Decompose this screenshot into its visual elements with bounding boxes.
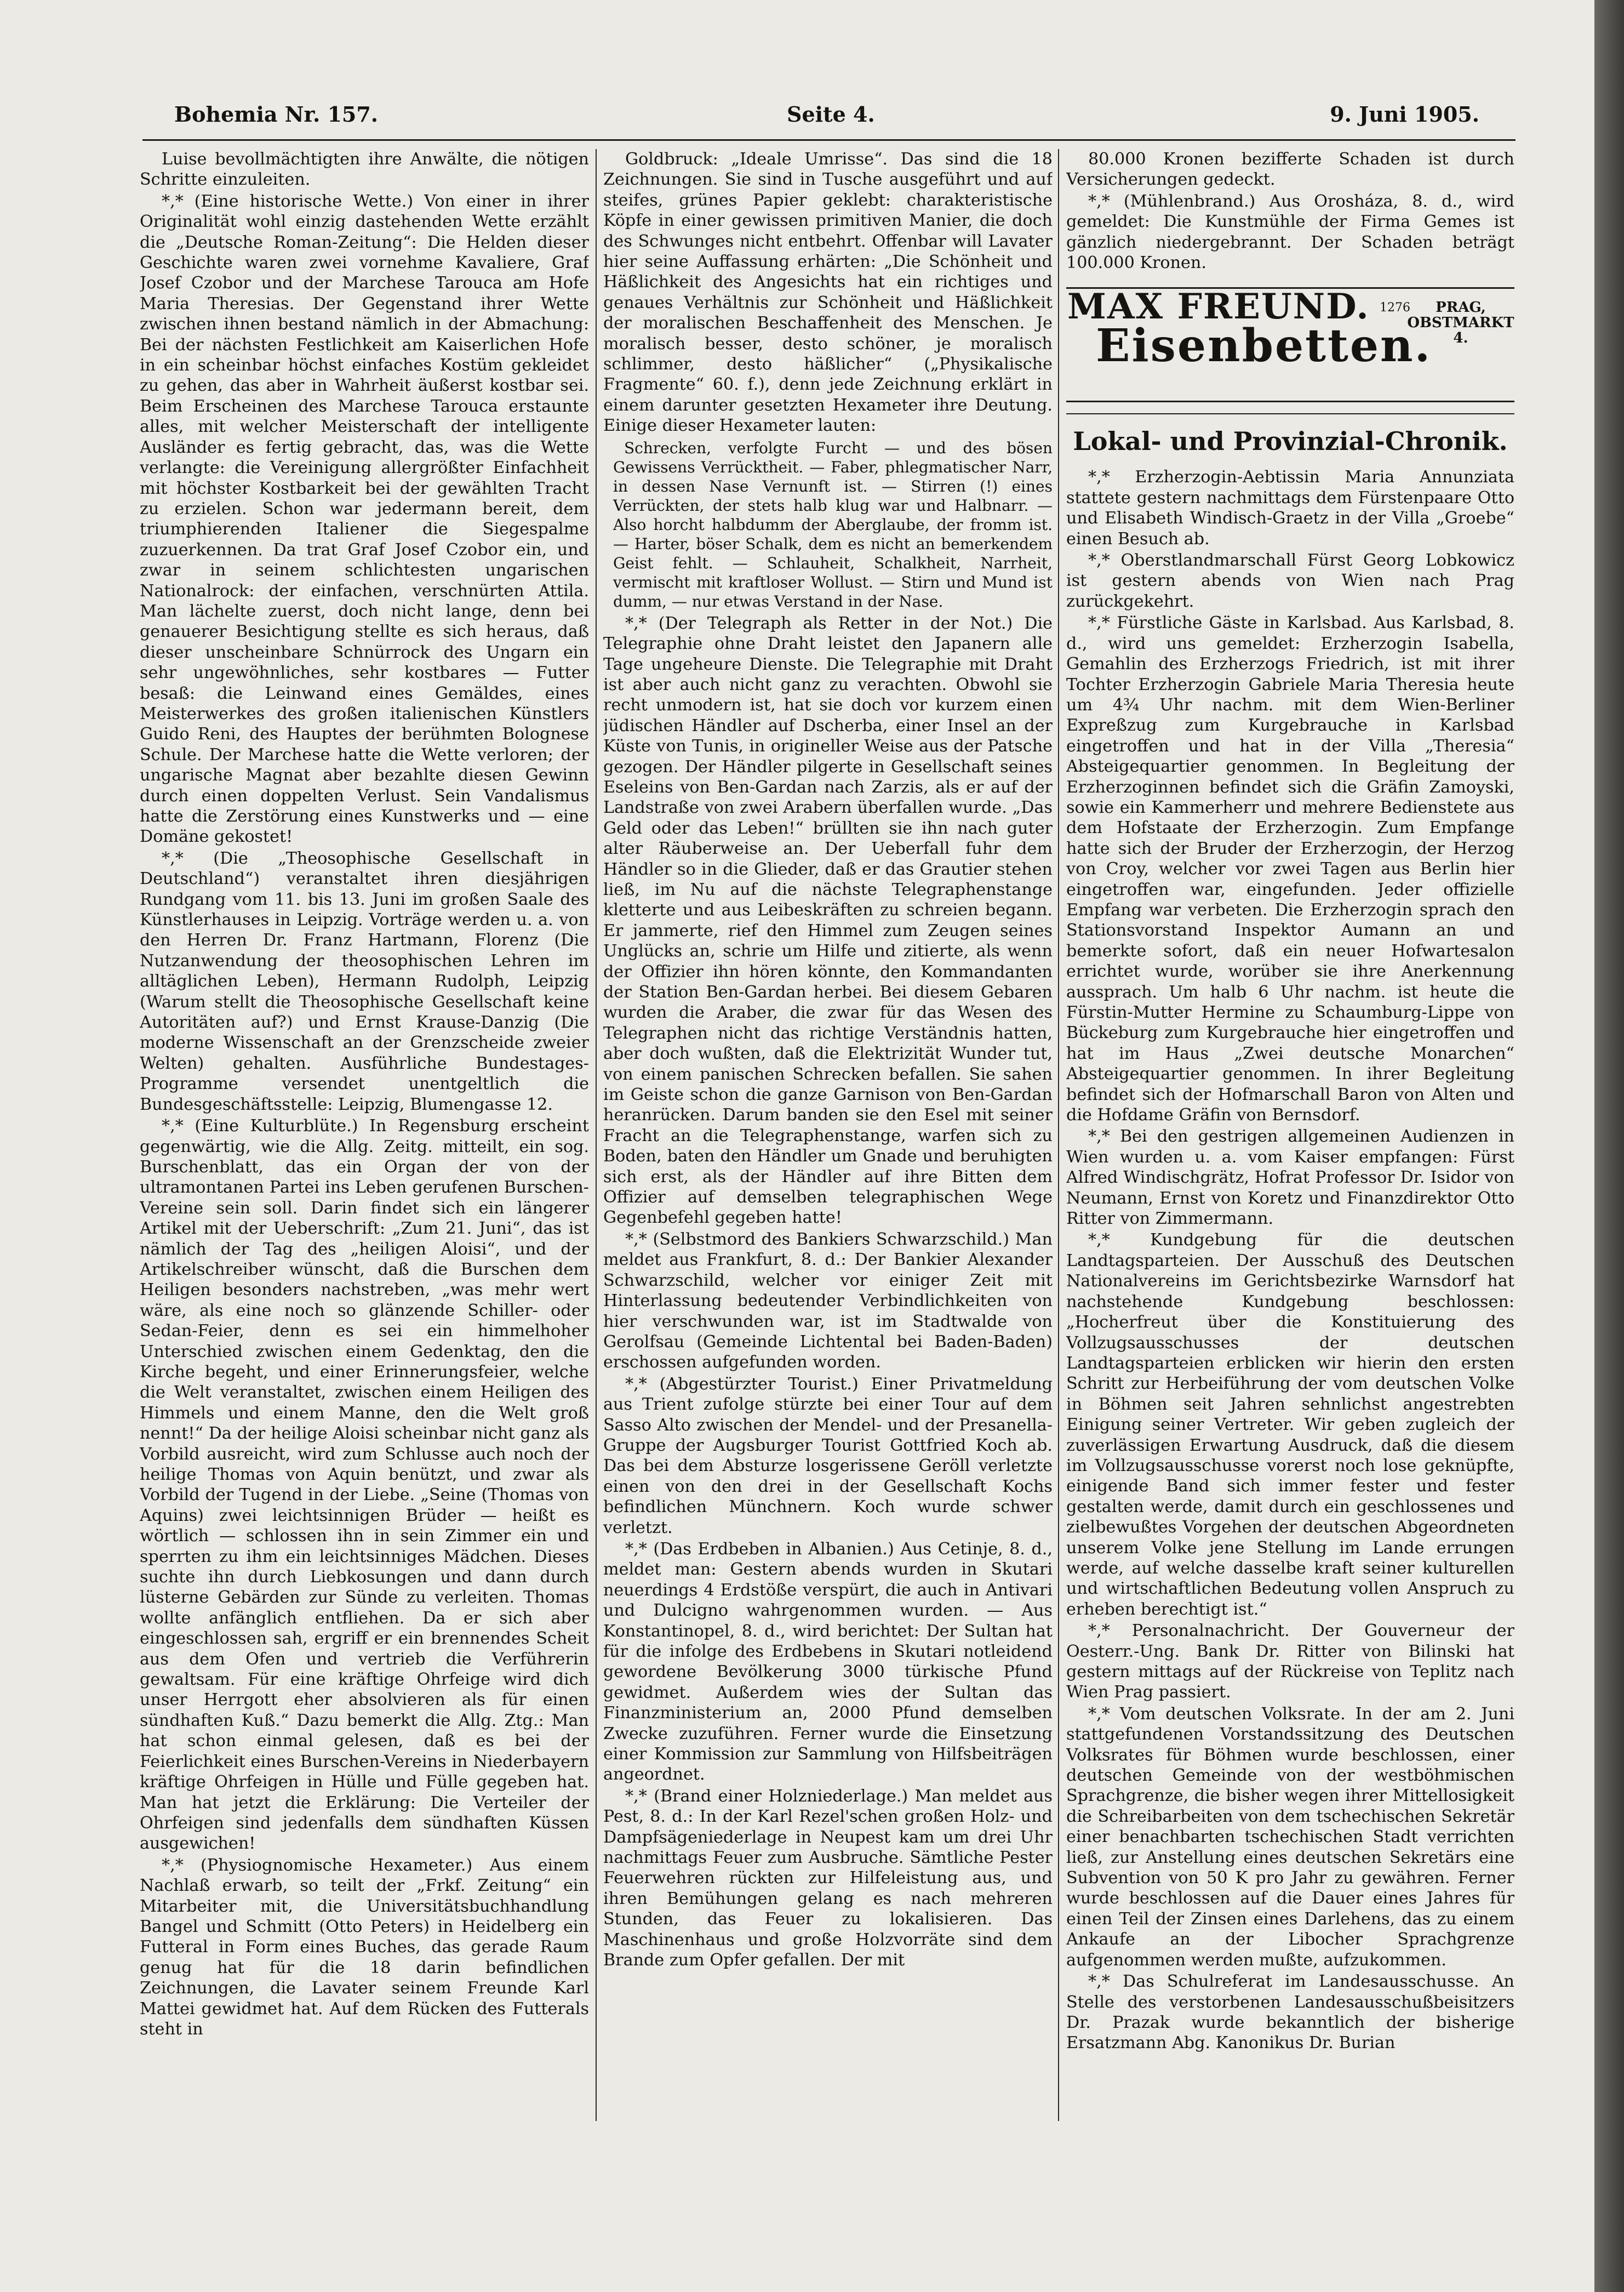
article-paragraph: *,* Vom deutschen Volksrate. In der am 2. Juni stattgefundenen Vorstandssitzung des Deutschen Volksrates für Böhmen wurde beschlossen, einer deutschen Gemeinde von der westböhmischen Sprachgrenze, die bisher wegen ihrer Mittellosigkeit die Schreibarbeiten von dem tschechischen Sekretär einer benachbarten tschechischen Stadt verrichten ließ, zur Anstellung eines deutschen Sekretärs eine Subvention von 50 K pro Jahr zu gewähren. Ferner wurde beschlossen auf die Dauer eines Jahres für einen Teil der Zinsen eines Darlehens, das zu einem Ankaufe an der Libocher Sprachgrenze aufgenommen werden mußte, aufzukommen. [1066,1704,1514,1970]
column-2 [603,149,1053,2121]
article-paragraph: *,* (Physiognomische Hexameter.) Aus einem Nachlaß erwarb, so teilt der „Frkf. Zeitung“ ein Mitarbeiter mit, die Universitätsbuchhandlung Bangel und Schmitt (Otto Peters) in Heidelberg ein Futteral in Form eines Buches, das gerade Raum genug hat für die 18 darin befindlichen Zeichnungen, die Lavater seinem Freunde Karl Mattei gewidmet hat. Auf dem Rücken des Futterals steht in [140,1855,589,2039]
article-paragraph: *,* (Brand einer Holzniederlage.) Man meldet aus Pest, 8. d.: In der Karl Rezel'schen großen Holz- und Dampfsägeniederlage in Neupest kam um drei Uhr nachmittags Feuer zum Ausbruche. Sämtliche Pester Feuerwehren rückten zur Hilfeleistung aus, und ihren Bemühungen gelang es nach mehreren Stunden, das Feuer zu lokalisieren. Das Maschinenhaus und große Holzvorräte sind dem Brande zum Opfer gefallen. Der mit [603,1786,1053,1970]
article-paragraph: *,* Erzherzogin-Aebtissin Maria Annunziata stattete gestern nachmittags dem Fürstenpaare Otto und Elisabeth Windisch-Graetz in der Villa „Groebe“ einen Besuch ab. [1066,467,1514,549]
article-paragraph: *,* (Eine historische Wette.) Von einer in ihrer Originalität wohl einzig dastehenden Wette erzählt die „Deutsche Roman-Zeitung“: Die Helden dieser Geschichte waren zwei vornehme Kavaliere, Graf Josef Czobor und der Marchese Tarouca am Hofe Maria Theresias. Der Gegenstand ihrer Wette zwischen ihnen bestand nämlich in der Abmachung: Bei der nächsten Festlichkeit am Kaiserlichen Hofe in ein scheinbar höchst einfaches Kostüm gekleidet zu gehen, das aber in Wahrheit äußerst kostbar sei. Beim Erscheinen des Marchese Tarouca erstaunte alles, mit welcher Meisterschaft der intelligente Ausländer es fertig gebracht, das, was die Wette verlangte: die Vereinigung allergrößter Einfachheit mit höchster Kostbarkeit bei der gewählten Tracht zu erzielen. Schon war jedermann bereit, dem triumphierenden Italiener die Siegespalme zuzuerkennen. Da trat Graf Josef Czobor ein, und zwar in seinem schlichtesten ungarischen Nationalrock: der einfachen, verschnürten Attila. Man lächelte zuerst, doch nicht lange, denn bei genauerer Besichtigung stellte es sich heraus, daß dieser unscheinbare Schnürrock des Ungarn ein sehr ungewöhnliches, sehr kostbares — Futter besaß: die Leinwand eines Gemäldes, eines Meisterwerkes des großen italienischen Künstlers Guido Reni, des Hauptes der berühmten Bolognese Schule. Der Marchese hatte die Wette verloren; der ungarische Magnat aber bezahlte diesen Gewinn durch einen doppelten Verlust. Sein Vandalismus hatte die Zerstörung eines Kunstwerks und — eine Domäne gekostet! [140,191,589,847]
article-paragraph: Luise bevollmächtigten ihre Anwälte, die nötigen Schritte einzuleiten. [140,150,589,190]
article-paragraph: *,* (Der Telegraph als Retter in der Not.) Die Telegraphie ohne Draht leistet den Japanern alle Tage ungeheure Dienste. Die Telegraphie mit Draht ist aber auch nicht ganz zu verachten. Obwohl sie recht unmodern ist, hat sie doch vor kurzem einen jüdischen Händler auf Dscherba, einer Insel an der Küste von Tunis, in origineller Weise aus der Patsche gezogen. Der Händler pilgerte in Gesellschaft seines Eseleins von Ben-Gardan nach Zarzis, als er auf der Landstraße von zwei Arabern überfallen wurde. „Das Geld oder das Leben!“ brüllten sie ihn nach guter alter Räuberweise an. Der Ueberfall fuhr dem Händler so in die Glieder, daß er das Grautier stehen ließ, im Nu auf die nächste Telegraphenstange kletterte und aus Leibeskräften zu schreien begann. Er jammerte, rief den Himmel zum Zeugen seines Unglücks an, schrie um Hilfe und zitierte, als wenn der Offizier ihn hören könnte, den Kommandanten der Station Ben-Gardan herbei. Bei diesem Gebaren wurden die Araber, die zwar für das Wesen des Telegraphen nicht das richtige Verständnis hatten, aber doch wußten, daß die Elektrizität Wunder tut, von einem panischen Schrecken befallen. Sie sahen im Geiste schon die ganze Garnison von Ben-Gardan heranrücken. Darum banden sie den Esel mit seiner Fracht an die Telegraphenstange, warfen sich zu Boden, baten den Händler um Gnade und beruhigten sich erst, als der Händler auf ihre Bitten dem Offizier auf demselben telegraphischen Wege Gegenbefehl gegeben hatte! [603,613,1053,1228]
header-page-number: Seite 4. [787,102,875,127]
hexameter-verse: Schrecken, verfolgte Furcht — und des bösen Gewissens Verrücktheit. — Faber, phlegmatischer Narr, in dessen Nase Vernunft ist. — Stirren (!) eines Verrückten, der stets halb klug war und Halbnarr. — Also horcht halbdumm der Aberglaube, der fromm ist. — Harter, böser Schalk, dem es nicht an bemerkendem Geist fehlt. — Schlauheit, Schalkheit, Narrheit, vermischt mit kraftloser Wollust. — Stirn und Mund ist dumm, — nur etwas Verstand in der Nase. [613,438,1053,611]
article-paragraph: *,* (Selbstmord des Bankiers Schwarzschild.) Man meldet aus Frankfurt, 8. d.: Der Bankier Alexander Schwarzschild, welcher vor einiger Zeit mit Hinterlassung bedeutender Verbindlichkeiten von hier verschwunden war, ist im Stadtwalde von Gerolfsau (Gemeinde Lichtental bei Baden-Baden) erschossen aufgefunden worden. [603,1229,1053,1372]
column-1 [140,149,589,2121]
header-rule [142,139,1516,141]
article-paragraph: *,* (Die „Theosophische Gesellschaft in Deutschland“) veranstaltet ihren diesjährigen Rundgang vom 11. bis 13. Juni im großen Saale des Künstlerhauses in Leipzig. Vorträge werden u. a. von den Herren Dr. Franz Hartmann, Florenz (Die Nutzanwendung der theosophischen Lehren im alltäglichen Leben), Hermann Rudolph, Leipzig (Warum stellt die Theosophische Gesellschaft keine Autoritäten auf?) und Ernst Krause-Danzig (Die moderne Wissenschaft an der Grenzscheide zweier Welten) gehalten. Ausführliche Bundestages-Programme versendet unentgeltlich die Bundesgeschäftsstelle: Leipzig, Blumengasse 12. [140,848,589,1114]
ad-address-street: OBSTMARKT 4. [1407,315,1514,347]
article-paragraph: *,* (Mühlenbrand.) Aus Orosháza, 8. d., wird gemeldet: Die Kunstmühle der Firma Gemes ist gänzlich niedergebrannt. Der Schaden beträgt 100.000 Kronen. [1066,191,1514,273]
ad-number: 1276 [1380,301,1410,315]
column-divider-1 [596,149,597,2121]
article-paragraph: *,* Kundgebung für die deutschen Landtagsparteien. Der Ausschuß des Deutschen Nationalvereins im Gerichtsbezirke Warnsdorf hat nachstehende Kundgebung beschlossen: „Hocherfreut über die Konstituierung des Vollzugsausschusses der deutschen Landtagsparteien erblicken wir hierin den ersten Schritt zur Herbeiführung der vom deutschen Volke in Böhmen seit Jahren sehnlichst angestrebten Einigung seiner Vertreter. Wir geben zugleich der zuverlässigen Erwartung Ausdruck, daß die diesem im Vollzugsausschusse vorerst noch lose geknüpfte, einigende Band sich immer fester und fester gestalten werde, damit durch ein geschlossenes und zielbewußtes Vorgehen der deutschen Abgeordneten unserem Volke jene Stellung im Lande errungen werde, auf welche dasselbe kraft seiner kulturellen und wirtschaftlichen Bedeutung vollen Anspruch zu erheben berechtigt ist.“ [1066,1230,1514,1619]
page-edge-shadow [1594,0,1624,2292]
article-paragraph: Goldbruck: „Ideale Umrisse“. Das sind die 18 Zeichnungen. Sie sind in Tusche ausgeführt und auf steifes, grünes Papier geklebt: charakteristische Köpfe in einer gewissen primitiven Manier, die doch des Schwunges nicht entbehrt. Offenbar will Lavater hier seine Auffassung erhärten: „Die Schönheit und Häßlichkeit des Angesichts hat ein richtiges und genaues Verhältnis zur Schönheit und Häßlichkeit der moralischen Beschaffenheit des Menschen. Je moralisch besser, desto schöner, je moralisch schlimmer, desto häßlicher“ („Physikalische Fragmente“ 60. f.), denn jede Zeichnung erklärt in einem darunter gesetzten Hexameter ihre Deutung. Einige dieser Hexameter lauten: [603,150,1053,436]
header-date: 9. Juni 1905. [1330,102,1479,127]
article-paragraph: *,* (Das Erdbeben in Albanien.) Aus Cetinje, 8. d., meldet man: Gestern abends wurden in Skutari neuerdings 4 Erdstöße verspürt, die auch in Antivari und Dulcigno wahrgenommen wurden. — Aus Konstantinopel, 8. d., wird berichtet: Der Sultan hat für die infolge des Erdbebens in Skutari notleidend gewordene Bevölkerung 3000 türkische Pfund gewidmet. Außerdem wies der Sultan das Finanzministerium an, 2000 Pfund demselben Zwecke zuzuführen. Ferner wurde die Einsetzung einer Kommission zur Sammlung von Hilfsbeiträgen angeordnet. [603,1539,1053,1784]
article-paragraph: *,* Fürstliche Gäste in Karlsbad. Aus Karlsbad, 8. d., wird uns gemeldet: Erzherzogin Isabella, Gemahlin des Erzherzogs Friedrich, ist mit ihrer Tochter Erzherzogin Gabriele Maria Theresia heute um 4¾ Uhr nachm. mit dem Wien-Berliner Expreßzug zum Kurgebrauche in Karlsbad eingetroffen und hat in der Villa „Theresia“ Absteigequartier genommen. In Begleitung der Erzherzoginnen befindet sich die Gräfin Zamoyski, sowie ein Kammerherr und mehrere Bedienstete aus dem Hofstaate der Erzherzogin. Zum Empfange hatte sich der Bruder der Erzherzogin, der Herzog von Croy, welcher vor zwei Tagen aus Berlin hier eingetroffen war, eingefunden. Jeder offizielle Empfang war verbeten. Die Erzherzogin sprach den Stationsvorstand Inspektor Aumann an und bemerkte sofort, daß ein neuer Hofwartesalon errichtet wurde, worüber sie ihre Anerkennung aussprach. Um halb 6 Uhr nachm. ist heute die Fürstin-Mutter Hermine zu Schaumburg-Lippe von Bückeburg zum Kurgebrauche hier eingetroffen und hat im Haus „Zwei deutsche Monarchen“ Absteigequartier genommen. In ihrer Begleitung befindet sich der Hofmarschall Baron von Alten und die Hofdame Gräfin von Bernsdorf. [1066,613,1514,1125]
header-publication: Bohemia Nr. 157. [174,102,379,127]
page-header [174,100,1479,135]
article-paragraph: *,* Bei den gestrigen allgemeinen Audienzen in Wien wurden u. a. vom Kaiser empfangen: Fürst Alfred Windischgrätz, Hofrat Professor Dr. Isidor von Neumann, Ernst von Koretz und Finanzdirektor Otto Ritter von Zimmermann. [1066,1127,1514,1229]
advertisement [1066,287,1514,402]
article-paragraph: *,* Personalnachricht. Der Gouverneur der Oesterr.-Ung. Bank Dr. Ritter von Bilinski hat gestern mittags auf der Rückreise von Teplitz nach Wien Prag passiert. [1066,1621,1514,1702]
column-divider-2 [1058,149,1059,2121]
ad-address-city: PRAG, [1436,299,1486,316]
article-paragraph: *,* (Abgestürzter Tourist.) Einer Privatmeldung aus Trient zufolge stürzte bei einer Tour auf dem Sasso Alto zwischen der Mendel- und der Presanella-Gruppe der Augsburger Tourist Gottfried Koch ab. Das bei dem Absturze losgerissene Geröll verletzte einen von den drei in der Gesellschaft Kochs befindlichen Münchnern. Koch wurde schwer verletzt. [603,1374,1053,1537]
section-heading: Lokal- und Provinzial-Chronik. [1066,413,1514,458]
article-paragraph: *,* Oberstlandmarschall Fürst Georg Lobkowicz ist gestern abends von Wien nach Prag zurückgekehrt. [1066,551,1514,611]
article-paragraph: *,* Das Schulreferat im Landesausschusse. An Stelle des verstorbenen Landesausschußbeisitzers Dr. Prazak wurde bekanntlich der bisherige Ersatzmann Abg. Kanonikus Dr. Burian [1066,1972,1514,2053]
ad-product: Eisenbetten. [1096,320,1432,373]
article-paragraph: *,* (Eine Kulturblüte.) In Regensburg erscheint gegenwärtig, wie die Allg. Zeitg. mitteilt, ein sog. Burschenblatt, das ein Organ der von der ultramontanen Partei ins Leben gerufenen Burschen-Vereine sein soll. Darin findet sich ein längerer Artikel mit der Ueberschrift: „Zum 21. Juni“, das ist nämlich der Tag des „heiligen Aloisi“, und der Artikelschreiber wünscht, daß die Burschen dem Heiligen besonders nachstreben, „was mehr wert wäre, als eine noch so glänzende Schiller- oder Sedan-Feier, denn es sei ein himmelhoher Unterschied zwischen einem Gedenktag, den die Kirche begeht, und einer Erinnerungsfeier, welche die Welt veranstaltet, zwischen einem Heiligen des Himmels und einem Manne, den die Welt groß nennt!“ Da der heilige Aloisi scheinbar nicht ganz als Vorbild ausreicht, wird zum Schlusse auch noch der heilige Thomas von Aquin benützt, und zwar als Vorbild der Tugend in der Liebe. „Seine (Thomas von Aquins) zwei leichtsinnigen Brüder — heißt es wörtlich — schlossen ihn in sein Zimmer ein und sperrten zu ihm ein leichtsinniges Mädchen. Dieses suchte ihn durch Liebkosungen und dann durch lüsterne Gebärden zur Sünde zu verleiten. Thomas wollte anfänglich entfliehen. Da er sich aber eingeschlossen sah, ergriff er ein brennendes Scheit aus dem Ofen und vertrieb die Verführerin gewaltsam. Für eine kräftige Ohrfeige wird dich unser Herrgott eher absolvieren als für einen sündhaften Kuß.“ Dazu bemerkt die Allg. Ztg.: Man hat schon einmal gelesen, daß es bei der Feierlichkeit eines Burschen-Vereins in Niederbayern kräftige Ohrfeigen in Hülle und Fülle gegeben hat. Man hat jetzt die Erklärung: Die Verteiler der Ohrfeigen sind jedenfalls dem sündhaften Küssen ausgewichen! [140,1116,589,1854]
article-paragraph: 80.000 Kronen bezifferte Schaden ist durch Versicherungen gedeckt. [1066,150,1514,190]
column-3 [1066,149,1514,2121]
ad-company-name: MAX FREUND. [1067,286,1370,328]
